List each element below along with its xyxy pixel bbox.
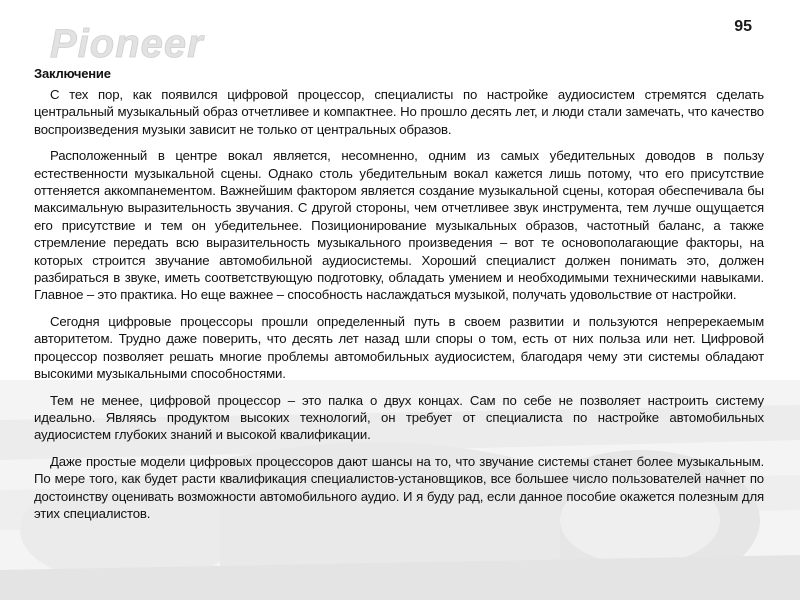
section-heading: Заключение [34, 66, 111, 81]
paragraph-1: С тех пор, как появился цифровой процессор, специалисты по настройке аудиосистем стремятся сделать центральный музыкальный образ отчетливее и компактнее. Но прошло десять лет, и люди стали замечать, что качество воспроизведения музыки зависит не только от центральных образов. [34, 87, 764, 137]
conclusion-section [34, 66, 764, 531]
paragraph-3: Сегодня цифровые процессоры прошли определенный путь в своем развитии и пользуются непререкаемым авторитетом. Трудно даже поверить, что десять лет назад шли споры о том, есть от них польза или нет. Цифровой процессор позволяет решать многие проблемы автомобильных аудиосистем, благодаря чему эти системы обладают высокими музыкальными способностями. [34, 313, 764, 382]
svg-text:Pioneer: Pioneer [50, 22, 204, 66]
paragraph-5: Даже простые модели цифровых процессоров дают шансы на то, что звучание системы станет более музыкальным. По мере того, как будет расти квалификация специалистов-установщиков, все большее число пользователей начнет по достоинству оценивать возможности автомобильного аудио. И я буду рад, если данное пособие окажется полезным для этих специалистов. [34, 453, 764, 521]
page-number: 95 [734, 18, 752, 35]
paragraph-4: Тем не менее, цифровой процессор – это палка о двух концах. Сам по себе не позволяет настроить систему идеально. Являясь продуктом высоких технологий, он требует от специалиста по настройке автомобильных аудиосистем глубоких знаний и высокой квалификации. [34, 392, 764, 443]
paragraph-2: Расположенный в центре вокал является, несомненно, одним из самых убедительных доводов в пользу естественности музыкальной сцены. Однако столь убедительным вокал кажется лишь потому, что его присутствие оттеняется аккомпанементом. Важнейшим фактором является создание музыкальной сцены, которая обеспечивала бы максимальную выразительность звучания. С другой стороны, чем отчетливее звук инструмента, тем лучше ощущается его присутствие и тем он убедительнее. Позиционирование музыкальных образов, частотный баланс, а также стремление передать всю выразительность музыкального произведения – вот те основополагающие факторы, на которых строится звучание автомобильной аудиосистемы. Хороший специалист должен понимать это, должен разбираться в звуке, иметь соответствующую подготовку, обладать умением и необходимыми техническими навыками. Главное – это практика. Но еще важнее – способность наслаждаться музыкой, получать удовольствие от настройки. [34, 148, 764, 303]
pioneer-logo [48, 20, 263, 66]
